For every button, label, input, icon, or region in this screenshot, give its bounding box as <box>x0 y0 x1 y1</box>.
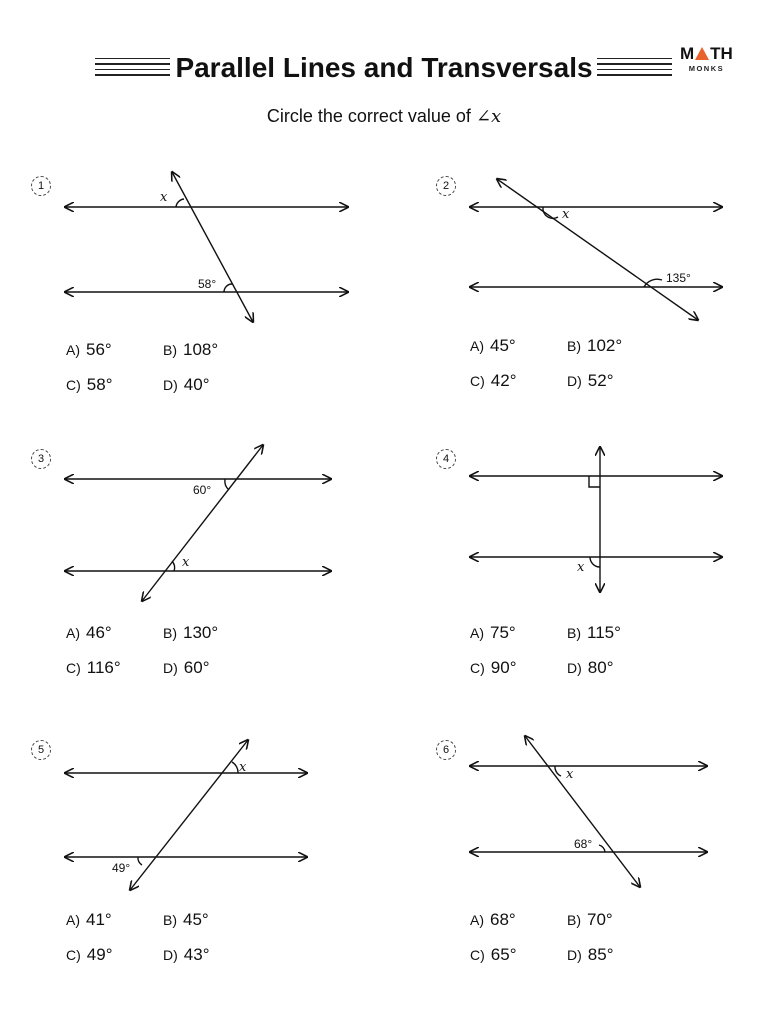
choice-1-c[interactable] <box>66 375 113 395</box>
choice-letter: C) <box>66 377 81 393</box>
diagram-6 <box>470 736 707 887</box>
worksheet-title: Parallel Lines and Transversals <box>175 52 593 83</box>
choice-letter: A) <box>66 342 80 358</box>
transversal <box>130 740 248 890</box>
choice-2-d[interactable] <box>567 371 614 391</box>
choice-1-a[interactable] <box>66 340 112 360</box>
angle-arc-x <box>590 557 600 567</box>
choice-value: 41° <box>86 910 112 929</box>
choice-3-d[interactable] <box>163 658 210 678</box>
choice-value: 60° <box>183 658 210 677</box>
diagram-3 <box>65 445 331 601</box>
problem-number-4: 4 <box>436 449 456 469</box>
angle-arc-given <box>225 479 229 490</box>
choice-3-b[interactable] <box>163 623 218 643</box>
choice-letter: B) <box>567 912 581 928</box>
choice-letter: D) <box>567 947 582 963</box>
angle-label-given: 58° <box>198 277 217 291</box>
choice-6-a[interactable] <box>470 910 516 930</box>
choice-6-b[interactable] <box>567 910 613 930</box>
choice-2-c[interactable] <box>470 371 517 391</box>
right-angle-marker <box>589 476 600 487</box>
choice-value: 45° <box>490 336 516 355</box>
choice-letter: C) <box>470 660 485 676</box>
choice-4-b[interactable] <box>567 623 621 643</box>
diagram-1 <box>65 172 348 322</box>
choice-3-a[interactable] <box>66 623 112 643</box>
angle-arc-x <box>176 199 184 207</box>
choice-letter: D) <box>567 373 582 389</box>
choice-3-c[interactable] <box>66 658 121 678</box>
choice-value: 68° <box>490 910 516 929</box>
choice-letter: D) <box>567 660 582 676</box>
angle-label-x: x <box>182 555 190 570</box>
angle-label-x: x <box>160 190 168 205</box>
diagram-4 <box>470 447 722 592</box>
choice-value: 116° <box>86 658 121 677</box>
choice-value: 43° <box>183 945 210 964</box>
angle-symbol: ∠x <box>475 106 502 127</box>
problem-number-1: 1 <box>31 176 51 196</box>
diagram-2 <box>470 179 722 320</box>
choice-5-c[interactable] <box>66 945 113 965</box>
choice-value: 85° <box>587 945 614 964</box>
choice-letter: B) <box>567 625 581 641</box>
choice-letter: A) <box>66 912 80 928</box>
choice-letter: C) <box>470 947 485 963</box>
choice-2-a[interactable] <box>470 336 516 356</box>
choice-value: 49° <box>86 945 113 964</box>
choice-4-c[interactable] <box>470 658 517 678</box>
choice-letter: D) <box>163 377 178 393</box>
transversal <box>172 172 253 322</box>
instructions-text: Circle the correct value of <box>266 106 471 126</box>
angle-arc-given <box>644 279 662 287</box>
transversal <box>497 179 698 320</box>
angle-arc-given <box>599 845 605 852</box>
choice-letter: B) <box>163 342 177 358</box>
angle-label-x: x <box>577 560 585 575</box>
choice-6-d[interactable] <box>567 945 614 965</box>
choice-value: 46° <box>86 623 112 642</box>
logo-text-left: M <box>680 44 695 63</box>
choice-value: 130° <box>183 623 219 642</box>
choice-value: 40° <box>183 375 210 394</box>
logo-text-right: TH <box>710 44 733 63</box>
problem-number-3: 3 <box>31 449 51 469</box>
choice-6-c[interactable] <box>470 945 517 965</box>
choice-4-a[interactable] <box>470 623 516 643</box>
choice-letter: D) <box>163 947 178 963</box>
angle-label-given: 60° <box>193 483 212 497</box>
choice-letter: A) <box>66 625 80 641</box>
angle-label-x: x <box>562 207 570 222</box>
choice-letter: A) <box>470 912 484 928</box>
angle-arc-x <box>555 766 561 776</box>
choice-value: 42° <box>490 371 517 390</box>
choice-value: 45° <box>183 910 209 929</box>
choice-value: 108° <box>183 340 219 359</box>
choice-value: 52° <box>587 371 614 390</box>
problem-number-6: 6 <box>436 740 456 760</box>
choice-4-d[interactable] <box>567 658 614 678</box>
choice-value: 90° <box>490 658 517 677</box>
choice-letter: B) <box>567 338 581 354</box>
choice-value: 56° <box>86 340 112 359</box>
angle-arc-given <box>138 857 142 865</box>
angle-arc-given <box>224 284 232 292</box>
choice-letter: C) <box>66 660 81 676</box>
logo-subtext: MONKS <box>688 64 725 73</box>
choice-letter: C) <box>66 947 81 963</box>
choice-5-a[interactable] <box>66 910 112 930</box>
choice-value: 65° <box>490 945 517 964</box>
choice-letter: D) <box>163 660 178 676</box>
angle-label-given: 68° <box>574 837 593 851</box>
angle-label-x: x <box>239 760 247 775</box>
choice-letter: A) <box>470 338 484 354</box>
angle-label-given: 49° <box>112 861 131 875</box>
transversal <box>142 445 263 601</box>
choice-value: 70° <box>587 910 613 929</box>
choice-value: 115° <box>587 623 621 642</box>
choice-letter: B) <box>163 912 177 928</box>
angle-arc-x <box>172 561 175 571</box>
diagram-5 <box>65 740 307 890</box>
choice-letter: B) <box>163 625 177 641</box>
choice-2-b[interactable] <box>567 336 622 356</box>
choice-letter: A) <box>470 625 484 641</box>
choice-value: 75° <box>490 623 516 642</box>
transversal <box>525 736 640 887</box>
choice-1-d[interactable] <box>163 375 210 395</box>
problem-number-5: 5 <box>31 740 51 760</box>
angle-label-x: x <box>566 767 574 782</box>
choice-value: 58° <box>86 375 113 394</box>
choice-5-d[interactable] <box>163 945 210 965</box>
choice-5-b[interactable] <box>163 910 209 930</box>
choice-value: 102° <box>587 336 623 355</box>
choice-1-b[interactable] <box>163 340 218 360</box>
choice-letter: C) <box>470 373 485 389</box>
choice-value: 80° <box>587 658 614 677</box>
angle-arc-x <box>232 762 238 773</box>
angle-label-given: 135° <box>666 271 691 285</box>
problem-number-2: 2 <box>436 176 456 196</box>
